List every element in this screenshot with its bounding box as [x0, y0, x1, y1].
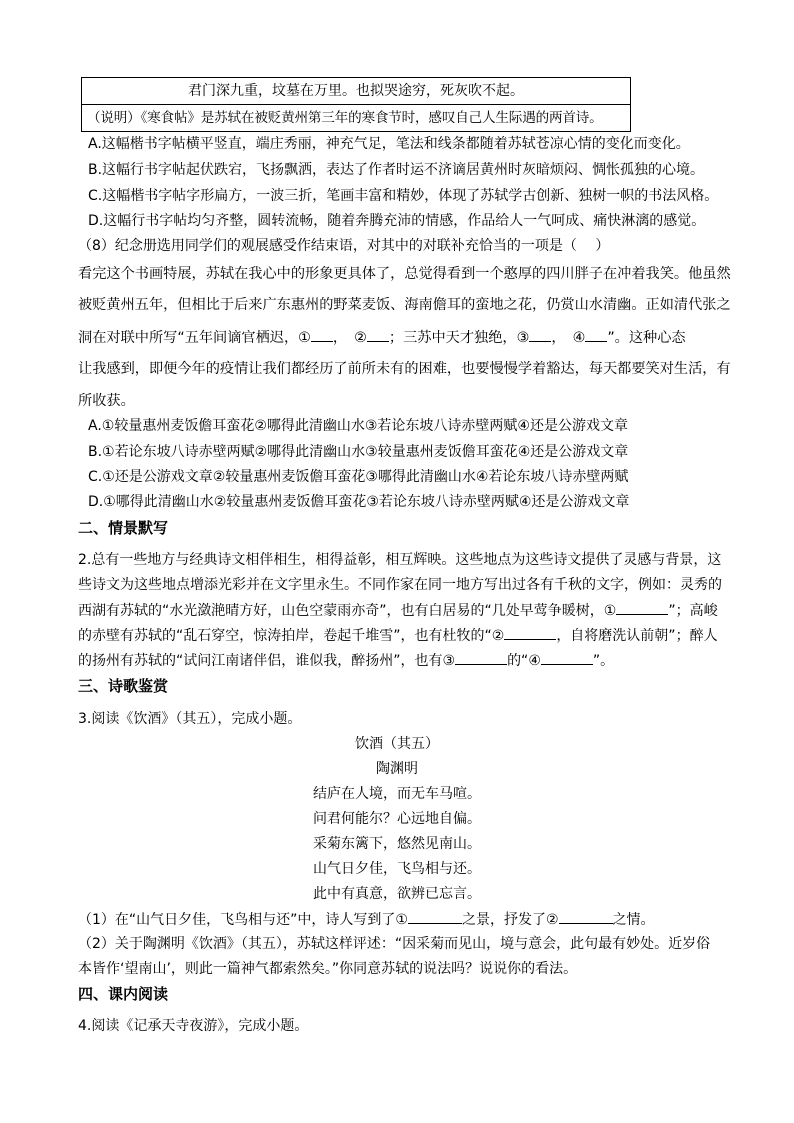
s2-text: ，自将磨洗认前朝”；醉人: [556, 628, 718, 644]
q8-para-line-2: 被贬黄州五年，但相比于后来广东惠州的野菜麦饭、海南儋耳的蛮地之花，仍赏山水清幽。正如清代张之: [78, 297, 731, 313]
q8-option-a: A.①较量惠州麦饭儋耳蛮花②哪得此清幽山水③若论东坡八诗赤壁两赋④还是公游戏文章: [88, 418, 628, 434]
section-3-heading: 三、诗歌鉴赏: [78, 677, 169, 695]
blank-s2-2[interactable]: [504, 625, 556, 640]
blank-s2-4[interactable]: [541, 650, 593, 665]
q8-para-text: ”。这种心态: [607, 330, 686, 346]
poem-author: 陶渊明: [376, 761, 418, 777]
q7-option-d: D.这幅行书字帖均匀齐整，圆转流畅，随着奔腾充沛的情感，作品给人一气呵成、痛快淋漓的感觉。: [88, 213, 706, 229]
blank-1[interactable]: [311, 327, 333, 342]
s2-text: 的“④: [507, 653, 541, 669]
q8-para-line-5: 所收获。: [78, 393, 135, 409]
blank-s3-2[interactable]: [559, 909, 613, 924]
s2-text: 的扬州有苏轼的“试问江南诸伴侣，谁似我，醉扬州”，也有③: [78, 653, 456, 669]
q8-para-line-1: 看完这个书画特展，苏轼在我心中的形象更具体了，总觉得看到一个憨厚的四川胖子在冲着我笑。他虽然: [78, 266, 731, 282]
q8-para-text: 洞在对联中所写“五年间谪官栖迟，①: [78, 330, 311, 346]
q8-para-text: ， ④: [551, 330, 586, 346]
q7-option-c: C.这幅楷书字帖字形扁方，一波三折，笔画丰富和精妙，体现了苏轼学古创新、独树一帜的书法风格。: [88, 188, 719, 204]
quote-box: [81, 77, 631, 132]
q8-para-line-4: 让我感到，即便今年的疫情让我们都经历了前所未有的困难，也要慢慢学着豁达，每天都要笑对生活，有: [78, 361, 731, 377]
s3-intro: 3.阅读《饮酒》（其五），完成小题。: [78, 711, 302, 727]
blank-s2-1[interactable]: [616, 600, 668, 615]
s2-line-2: 些诗文为这些地点增添光彩并在文字里永生。不同作家在同一地方写出过各有千秋的文字，例如：灵秀的: [78, 577, 722, 593]
s3-q2-line-1: （2）关于陶渊明《饮酒》（其五），苏轼这样评述：“因采菊而见山，境与意会，此句最有妙处。近岁俗: [78, 936, 711, 952]
q8-para-line-3: [78, 327, 686, 348]
s3-q1: [78, 909, 655, 930]
q8-option-c: C.①还是公游戏文章②较量惠州麦饭儋耳蛮花③哪得此清幽山水④若论东坡八诗赤壁两赋: [88, 469, 629, 485]
s2-line-1: 2.总有一些地方与经典诗文相伴相生，相得益彰，相互辉映。这些地点为这些诗文提供了灵感与背景，这: [78, 552, 722, 568]
s3-q2-line-2: 本皆作‘望南山’，则此一篇神气都索然矣。”你同意苏轼的说法吗？说说你的看法。: [78, 961, 578, 977]
poem-title: 饮酒（其五）: [355, 736, 439, 752]
s2-line-5: [78, 650, 614, 671]
poem-line-2: 问君何能尔？心远地自偏。: [313, 811, 481, 827]
q8-option-d: D.①哪得此清幽山水②较量惠州麦饭儋耳蛮花③若论东坡八诗赤壁两赋④还是公游戏文章: [88, 494, 630, 510]
poem-line-4: 山气日夕佳，飞鸟相与还。: [313, 861, 481, 877]
s3-q1-text: 之情。: [612, 912, 655, 928]
s2-text: 西湖有苏轼的“水光潋滟晴方好，山色空蒙雨亦奇”，也有白居易的“几处早莺争暖树，①: [78, 603, 617, 619]
section-2-heading: 二、情景默写: [78, 519, 169, 537]
blank-4[interactable]: [585, 327, 607, 342]
q7-option-a: A.这幅楷书字帖横平竖直，端庄秀丽，神充气足，笔法和线条都随着苏轼苍凉心情的变化而变化。: [88, 136, 690, 152]
s4-intro: 4.阅读《记承天寺夜游》，完成小题。: [78, 1018, 309, 1034]
section-4-heading: 四、课内阅读: [78, 985, 169, 1003]
s2-line-4: [78, 625, 718, 646]
q8-question: （8）纪念册选用同学们的观展感受作结束语，对其中的对联补充恰当的一项是（ ）: [78, 238, 610, 254]
poem-note: （说明）《寒食帖》是苏轼在被贬黄州第三年的寒食节时，感叹自己人生际遇的两首诗。: [82, 104, 630, 131]
poem-quote: 君门深九重，坟墓在万里。也拟哭途穷，死灰吹不起。: [188, 83, 524, 99]
poem-line-1: 结庐在人境，而无车马喧。: [313, 786, 481, 802]
q8-para-text: ， ②: [332, 330, 367, 346]
q8-para-text: ；三苏中天才独绝，③: [388, 330, 530, 346]
s2-text: 的赤壁有苏轼的“乱石穿空，惊涛拍岸，卷起千堆雪”，也有杜牧的“②: [78, 628, 505, 644]
poem-line-3: 采菊东篱下，悠然见南山。: [313, 836, 481, 852]
s3-q1-text: 之景，抒发了②: [461, 912, 559, 928]
blank-s2-3[interactable]: [455, 650, 507, 665]
s2-text: ”；高峻: [668, 603, 718, 619]
s3-q1-text: （1）在“山气日夕佳，飞鸟相与还”中，诗人写到了①: [78, 912, 408, 928]
q7-option-b: B.这幅行书字帖起伏跌宕，飞扬飘洒，表达了作者时运不济谪居黄州时灰暗烦闷、惆怅孤独的心境。: [88, 162, 705, 178]
s2-text: ”。: [592, 653, 615, 669]
s2-line-3: [78, 600, 718, 621]
blank-2[interactable]: [367, 327, 389, 342]
blank-s3-1[interactable]: [408, 909, 462, 924]
blank-3[interactable]: [529, 327, 551, 342]
q8-option-b: B.①若论东坡八诗赤壁两赋②哪得此清幽山水③较量惠州麦饭儋耳蛮花④还是公游戏文章: [88, 444, 629, 460]
poem-line-5: 此中有真意，欲辨已忘言。: [313, 886, 481, 902]
